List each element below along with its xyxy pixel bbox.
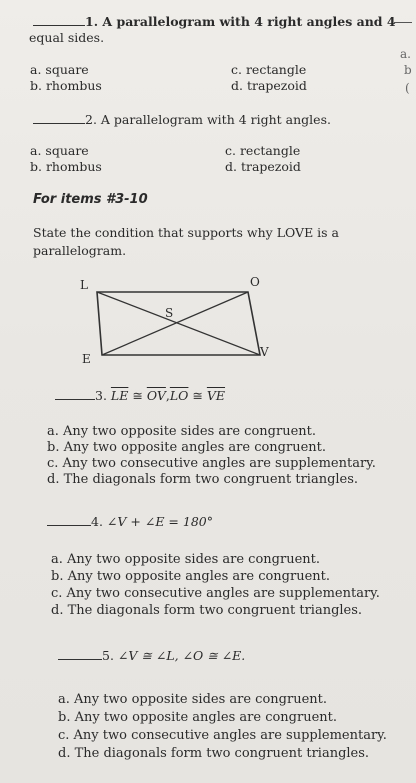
margin-mark-a: a.	[400, 47, 411, 61]
segment-ve: $\overline{VE}$	[206, 388, 226, 403]
question-2	[33, 112, 331, 127]
q5-option-b[interactable]: b. Any two opposite angles are congruent.	[58, 710, 338, 725]
question-3	[55, 388, 225, 403]
diagonal-oe	[102, 292, 248, 355]
margin-mark-b: b	[404, 63, 412, 77]
q3-option-b[interactable]: b. Any two opposite angles are congruent.	[47, 440, 327, 455]
answer-blank-4[interactable]	[47, 525, 91, 526]
question-5	[58, 648, 245, 663]
q5-option-d[interactable]: d. The diagonals form two congruent triangles.	[58, 746, 370, 761]
q3-option-d[interactable]: d. The diagonals form two congruent triangles.	[47, 472, 359, 487]
q3-option-c[interactable]: c. Any two consecutive angles are supplementary.	[47, 456, 376, 471]
parallelogram-figure	[70, 275, 280, 370]
q4-option-c[interactable]: c. Any two consecutive angles are supplementary.	[51, 586, 380, 601]
edge-rule	[394, 22, 412, 23]
vertex-label-l: L	[80, 278, 88, 292]
q2-option-a[interactable]: a. square	[30, 143, 89, 158]
answer-blank-5[interactable]	[58, 659, 102, 660]
vertex-label-v: V	[260, 345, 269, 359]
q4-option-a[interactable]: a. Any two opposite sides are congruent.	[51, 552, 320, 567]
instruction-line-2: parallelogram.	[33, 243, 127, 258]
q1-option-c[interactable]: c. rectangle	[231, 62, 307, 77]
question-5-expression: ∠V ≅ ∠L, ∠O ≅ ∠E.	[117, 648, 246, 663]
segment-lo: $\overline{LO}$	[169, 388, 189, 403]
question-1-text: A parallelogram with 4 right angles and 4	[102, 14, 396, 29]
q5-option-c[interactable]: c. Any two consecutive angles are supplementary.	[58, 728, 387, 743]
q4-option-d[interactable]: d. The diagonals form two congruent triangles.	[51, 603, 363, 618]
center-label-s: S	[165, 306, 174, 320]
instruction-line-1: State the condition that supports why LOVE is a	[33, 225, 340, 240]
q2-option-b[interactable]: b. rhombus	[30, 159, 102, 174]
question-1-number: 1.	[85, 14, 99, 29]
vertex-label-o: O	[250, 275, 260, 289]
question-2-text: A parallelogram with 4 right angles.	[100, 112, 331, 127]
question-5-number: 5.	[102, 648, 114, 663]
vertex-label-e: E	[82, 352, 91, 366]
comma: ,	[165, 388, 170, 403]
diagonal-lv	[97, 292, 260, 355]
congruent-symbol-2: ≅	[192, 388, 203, 403]
q2-option-d[interactable]: d. trapezoid	[225, 159, 301, 174]
segment-ov: $\overline{OV}$	[146, 388, 166, 403]
q1-option-d[interactable]: d. trapezoid	[231, 78, 307, 93]
answer-blank-1[interactable]	[33, 25, 85, 26]
section-heading: For items #3-10	[33, 192, 148, 207]
question-2-number: 2.	[85, 112, 97, 127]
answer-blank-3[interactable]	[55, 399, 95, 400]
segment-le: $\overline{LE}$	[110, 388, 129, 403]
q1-option-b[interactable]: b. rhombus	[30, 78, 102, 93]
question-4-expression: ∠V + ∠E = 180°	[106, 514, 213, 529]
question-4-number: 4.	[91, 514, 103, 529]
q4-option-b[interactable]: b. Any two opposite angles are congruent.	[51, 569, 331, 584]
q3-option-a[interactable]: a. Any two opposite sides are congruent.	[47, 424, 316, 439]
answer-blank-2[interactable]	[33, 123, 85, 124]
question-1-text-cont: equal sides.	[29, 30, 105, 45]
q5-option-a[interactable]: a. Any two opposite sides are congruent.	[58, 692, 327, 707]
q2-option-c[interactable]: c. rectangle	[225, 143, 301, 158]
q1-option-a[interactable]: a. square	[30, 62, 89, 77]
congruent-symbol-1: ≅	[132, 388, 143, 403]
margin-mark-c: (	[405, 81, 410, 95]
question-1	[33, 14, 396, 29]
question-3-number: 3.	[95, 388, 107, 403]
question-4	[47, 514, 213, 529]
